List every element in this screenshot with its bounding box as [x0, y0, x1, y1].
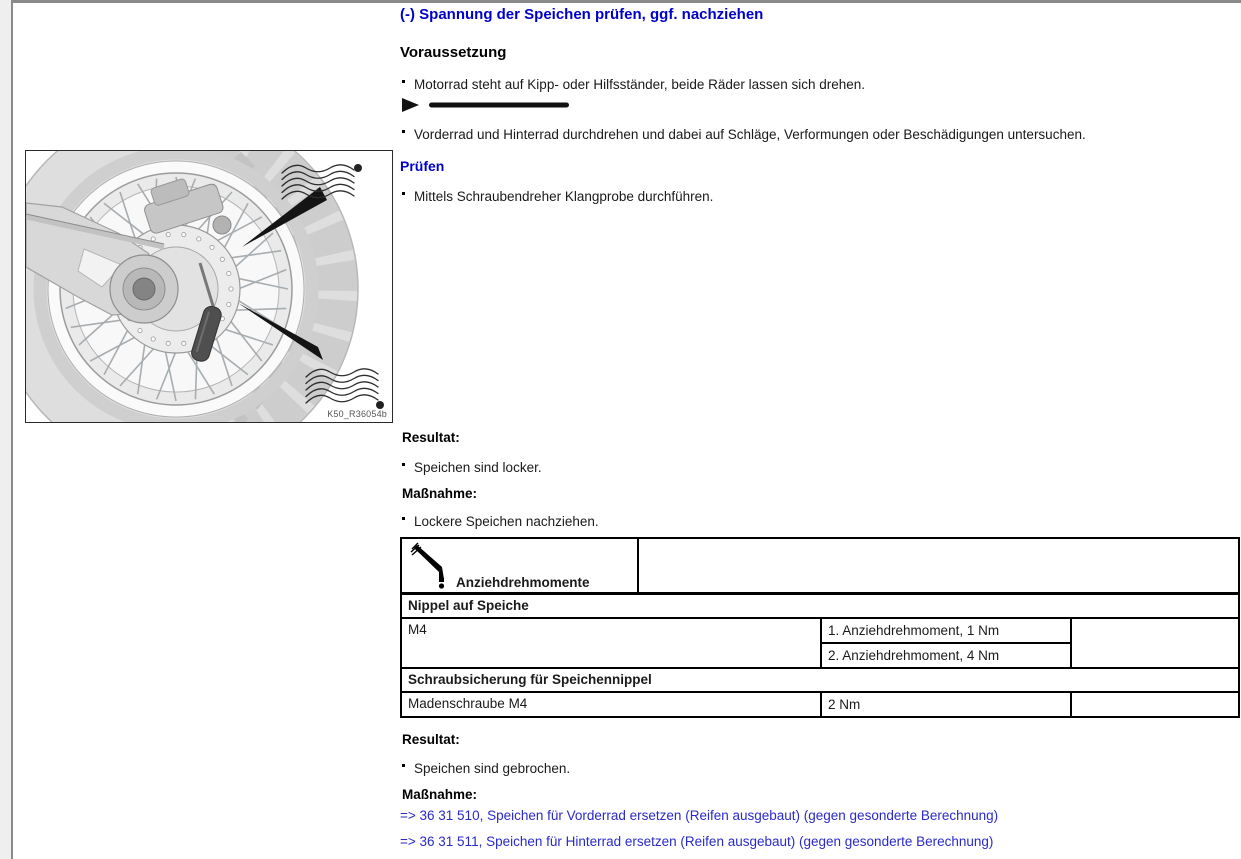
- torque-section-row: [401, 668, 1239, 692]
- torque-table-title: Anziehdrehmomente: [456, 575, 590, 590]
- empty-cell: [1071, 692, 1239, 717]
- torque-table: [400, 537, 1240, 718]
- torque-wrench-icon: [408, 541, 452, 589]
- torque-value-cell: 1. Anziehdrehmoment, 1 Nm: [821, 618, 1071, 643]
- spoked-wheel-illustration: [26, 151, 392, 422]
- heading-massnahme-1: Maßnahme:: [402, 486, 478, 501]
- torque-value-row: [401, 618, 1239, 643]
- bullet-icon: [402, 80, 405, 83]
- bullet-item: [402, 514, 599, 529]
- heading-resultat-1: Resultat:: [402, 430, 460, 445]
- frame-border-left: [11, 0, 13, 859]
- section-heading: Schraubsicherung für Speichennippel: [401, 668, 1239, 692]
- figure-code: K50_R36054b: [327, 409, 387, 419]
- heading-resultat-2: Resultat:: [402, 732, 460, 747]
- bullet-text: Mittels Schraubendreher Klangprobe durchführen.: [414, 189, 714, 204]
- empty-cell: [1071, 618, 1239, 668]
- bullet-text: Speichen sind locker.: [414, 460, 542, 475]
- bullet-icon: [402, 192, 405, 195]
- bullet-item: [402, 189, 713, 204]
- heading-massnahme-2: Maßnahme:: [402, 787, 478, 802]
- bullet-item: [402, 460, 542, 475]
- page-title: (-) Spannung der Speichen prüfen, ggf. nachziehen: [400, 6, 764, 23]
- torque-header-spacer: [638, 538, 1239, 594]
- bullet-icon: [402, 463, 405, 466]
- window-left-strip: [0, 0, 11, 859]
- torque-value-cell: 2. Anziehdrehmoment, 4 Nm: [821, 643, 1071, 668]
- bullet-text: Vorderrad und Hinterrad durchdrehen und dabei auf Schläge, Verformungen oder Beschädigungen untersuchen.: [414, 127, 1086, 142]
- arrow-line-icon: [402, 97, 582, 113]
- bullet-icon: [402, 130, 405, 133]
- torque-icon-cell: [401, 538, 638, 594]
- torque-table-header-row: [401, 538, 1239, 594]
- step-arrow-divider: [402, 97, 582, 118]
- bullet-icon: [402, 517, 405, 520]
- link-speichen-hinterrad[interactable]: => 36 31 511, Speichen für Hinterrad ersetzen (Reifen ausgebaut) (gegen gesonderte Berechnung): [400, 834, 994, 849]
- torque-value-cell: 2 Nm: [821, 692, 1071, 717]
- link-speichen-vorderrad[interactable]: => 36 31 510, Speichen für Vorderrad ersetzen (Reifen ausgebaut) (gegen gesonderte Berechnung): [400, 808, 999, 823]
- bullet-item: [402, 77, 865, 92]
- bullet-item: [402, 761, 570, 776]
- fastener-cell: M4: [401, 618, 821, 668]
- heading-voraussetzung: Voraussetzung: [400, 44, 507, 61]
- axle-center: [133, 278, 155, 300]
- caliper-bolt: [213, 216, 231, 234]
- bullet-item: [402, 127, 1086, 142]
- torque-value-row: [401, 692, 1239, 717]
- bullet-text: Motorrad steht auf Kipp- oder Hilfsständer, beide Räder lassen sich drehen.: [414, 77, 865, 92]
- heading-pruefen: Prüfen: [400, 158, 445, 174]
- section-heading: Nippel auf Speiche: [401, 594, 1239, 618]
- bullet-icon: [402, 764, 405, 767]
- wheel-figure: [25, 150, 393, 423]
- document-content: [400, 0, 1241, 859]
- bullet-text: Lockere Speichen nachziehen.: [414, 514, 599, 529]
- fastener-cell: Madenschraube M4: [401, 692, 821, 717]
- bullet-text: Speichen sind gebrochen.: [414, 761, 571, 776]
- torque-section-row: [401, 594, 1239, 618]
